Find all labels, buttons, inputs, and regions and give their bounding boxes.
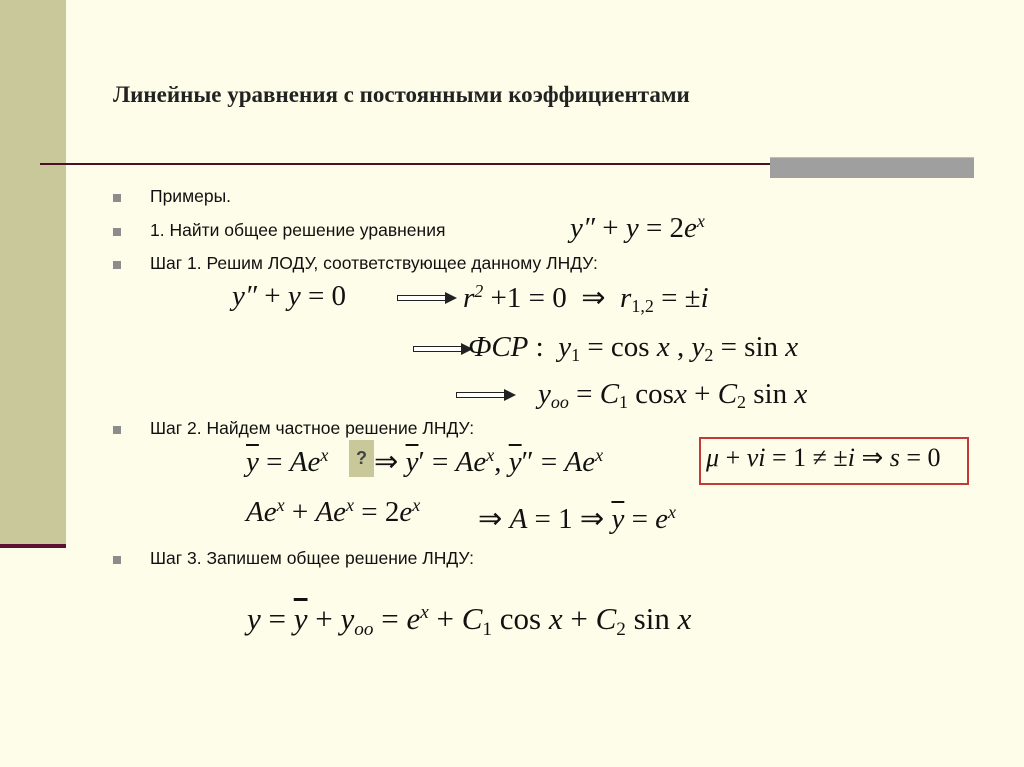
sidebar-decoration [0,0,66,548]
formula-homogeneous: y″ + y = 0 [232,280,347,312]
formula-result-a: ⇒ A = 1 ⇒ $\overline{y} = e^x$ [478,502,677,535]
formula-particular: $\overline{y} = Ae^x$ [246,445,329,478]
formula-general-solution: $y = \overline{y} + y_{oo} = e^x + C_1$ $\cos x + C_2$ sin x [247,601,692,640]
slide-title: Линейные уравнения с постоянными коэффициентами [113,82,690,107]
bullet-marker [113,261,121,269]
formula-substitution: $Ae^x + Ae^x = 2e^x$ [246,495,421,528]
title-bar [770,158,974,178]
arrow-right-icon [413,344,473,354]
bullet-examples: Примеры. [150,186,232,206]
formula-derivatives: ⇒ $\overline{y}' = Ae^x$, $\overline{y}'' = Ae^x$ [374,445,604,478]
formula-y-oo: $y_{oo} = C_1$ $\cos x + C_2$ sin x [538,378,808,413]
formula-fsr: ФСР : $y_1 = \cos x$ , $y_2 = \sin x$ [468,331,799,366]
formula-main-equation: $y'' + y = 2e^x$ [570,211,705,244]
question-mark: ? [356,448,367,468]
arrow-right-icon [397,293,457,303]
bullet-step2: Шаг 2. Найдем частное решение ЛНДУ: [150,418,475,438]
bullet-marker [113,556,121,564]
sidebar-rule [0,544,66,548]
bullet-step3: Шаг 3. Запишем общее решение ЛНДУ: [150,548,475,568]
bullet-marker [113,228,121,236]
formula-char-equation: $r^2 +1 = 0$ ⇒ $r_{1,2} = \pm i$ [463,281,709,317]
bullet-step1: Шаг 1. Решим ЛОДУ, соответствующее данному ЛНДУ: [150,253,598,273]
bullet-marker [113,426,121,434]
bullet-marker [113,194,121,202]
formula-resonance: μ + νi = 1 ≠ ±i ⇒ s = 0 [706,443,941,472]
question-hint-box [349,440,374,477]
bullet-task: 1. Найти общее решение уравнения [150,220,446,240]
title-rule [40,163,790,165]
arrow-right-icon [456,390,516,400]
